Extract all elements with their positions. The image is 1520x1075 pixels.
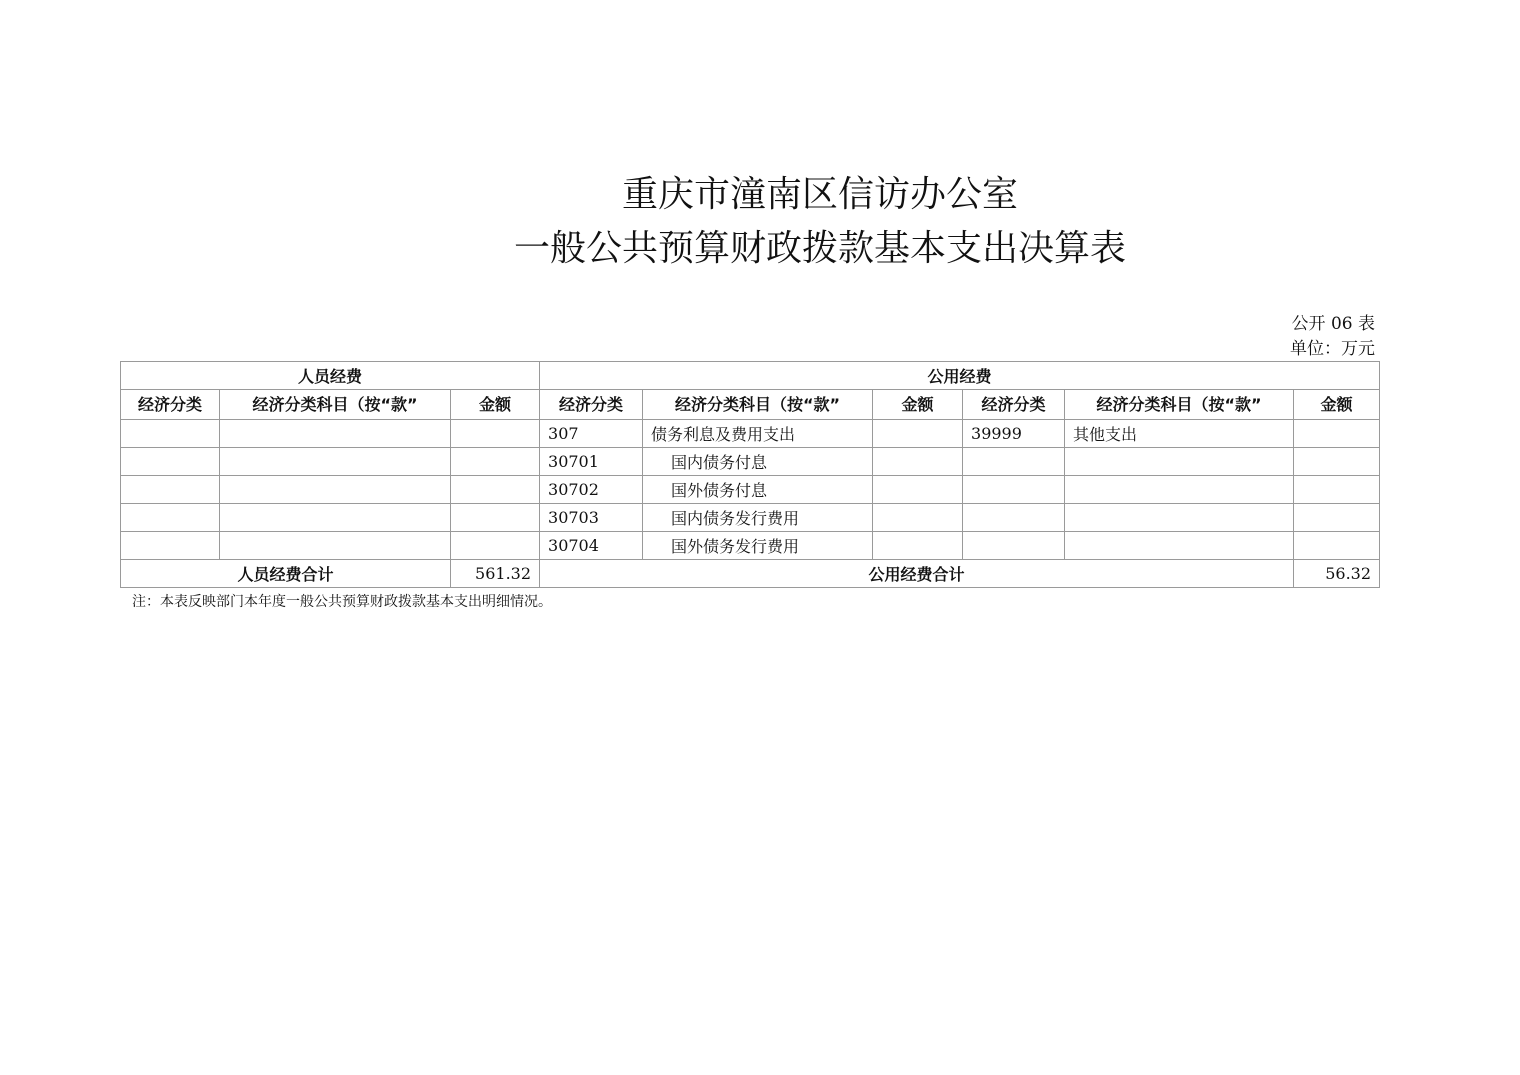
personnel-subject-cell	[220, 476, 451, 504]
totals-row	[121, 560, 1380, 588]
public-amount-cell	[873, 476, 963, 504]
public-subject-cell: 国外债务付息	[643, 476, 873, 504]
personnel-code-cell	[121, 448, 220, 476]
public-code-cell-2	[963, 504, 1065, 532]
col-header-econ-class: 经济分类	[540, 390, 643, 420]
personnel-code-cell	[121, 504, 220, 532]
public-code-cell: 30702	[540, 476, 643, 504]
public-code-cell: 30703	[540, 504, 643, 532]
personnel-subject-cell	[220, 420, 451, 448]
table-code: 公开 06 表	[1291, 314, 1375, 334]
personnel-subject-cell	[220, 532, 451, 560]
public-code-cell: 307	[540, 420, 643, 448]
table-row	[121, 448, 1380, 476]
personnel-amount-cell	[451, 504, 540, 532]
col-header-econ-subject: 经济分类科目（按“款”	[1065, 390, 1294, 420]
group-header-row	[121, 362, 1380, 390]
personnel-amount-cell	[451, 532, 540, 560]
report-title-org: 重庆市潼南区信访办公室	[621, 174, 1018, 215]
col-header-amount: 金额	[451, 390, 540, 420]
table-row	[121, 476, 1380, 504]
public-subject-cell: 国内债务付息	[643, 448, 873, 476]
public-total-value: 56.32	[1294, 560, 1380, 588]
public-amount-cell-2	[1294, 420, 1380, 448]
table-row	[121, 504, 1380, 532]
public-subject-cell-2	[1065, 448, 1294, 476]
public-amount-cell	[873, 448, 963, 476]
col-header-amount: 金额	[1294, 390, 1380, 420]
col-header-econ-class: 经济分类	[121, 390, 220, 420]
personnel-code-cell	[121, 532, 220, 560]
public-code-cell: 30701	[540, 448, 643, 476]
public-code-cell-2	[963, 476, 1065, 504]
public-amount-cell	[873, 420, 963, 448]
report-title-main: 一般公共预算财政拨款基本支出决算表	[513, 228, 1126, 269]
table-row	[121, 420, 1380, 448]
public-subject-cell: 国内债务发行费用	[643, 504, 873, 532]
col-header-econ-subject: 经济分类科目（按“款”	[643, 390, 873, 420]
col-header-econ-class: 经济分类	[963, 390, 1065, 420]
personnel-amount-cell	[451, 476, 540, 504]
personnel-code-cell	[121, 420, 220, 448]
personnel-amount-cell	[451, 448, 540, 476]
public-amount-cell-2	[1294, 532, 1380, 560]
public-amount-cell	[873, 532, 963, 560]
personnel-subject-cell	[220, 448, 451, 476]
public-amount-cell-2	[1294, 476, 1380, 504]
public-subject-cell-2	[1065, 476, 1294, 504]
personnel-total-value: 561.32	[451, 560, 540, 588]
public-amount-cell-2	[1294, 504, 1380, 532]
public-code-cell: 30704	[540, 532, 643, 560]
personnel-total-label: 人员经费合计	[121, 560, 451, 588]
public-amount-cell	[873, 504, 963, 532]
public-code-cell-2	[963, 448, 1065, 476]
public-total-label: 公用经费合计	[540, 560, 1294, 588]
public-subject-cell-2	[1065, 504, 1294, 532]
personnel-amount-cell	[451, 420, 540, 448]
public-amount-cell-2	[1294, 448, 1380, 476]
personnel-subject-cell	[220, 504, 451, 532]
public-subject-cell: 国外债务发行费用	[643, 532, 873, 560]
column-header-row	[121, 390, 1380, 420]
personnel-code-cell	[121, 476, 220, 504]
col-header-amount: 金额	[873, 390, 963, 420]
table-row	[121, 532, 1380, 560]
public-subject-cell-2: 其他支出	[1065, 420, 1294, 448]
col-header-econ-subject: 经济分类科目（按“款”	[220, 390, 451, 420]
public-code-cell-2	[963, 532, 1065, 560]
budget-table	[120, 361, 1380, 588]
group-header-public: 公用经费	[540, 362, 1380, 390]
table-note: 注：本表反映部门本年度一般公共预算财政拨款基本支出明细情况。	[132, 594, 552, 610]
unit-label: 单位：万元	[1290, 339, 1375, 359]
public-subject-cell: 债务利息及费用支出	[643, 420, 873, 448]
public-subject-cell-2	[1065, 532, 1294, 560]
public-code-cell-2: 39999	[963, 420, 1065, 448]
group-header-personnel: 人员经费	[121, 362, 540, 390]
